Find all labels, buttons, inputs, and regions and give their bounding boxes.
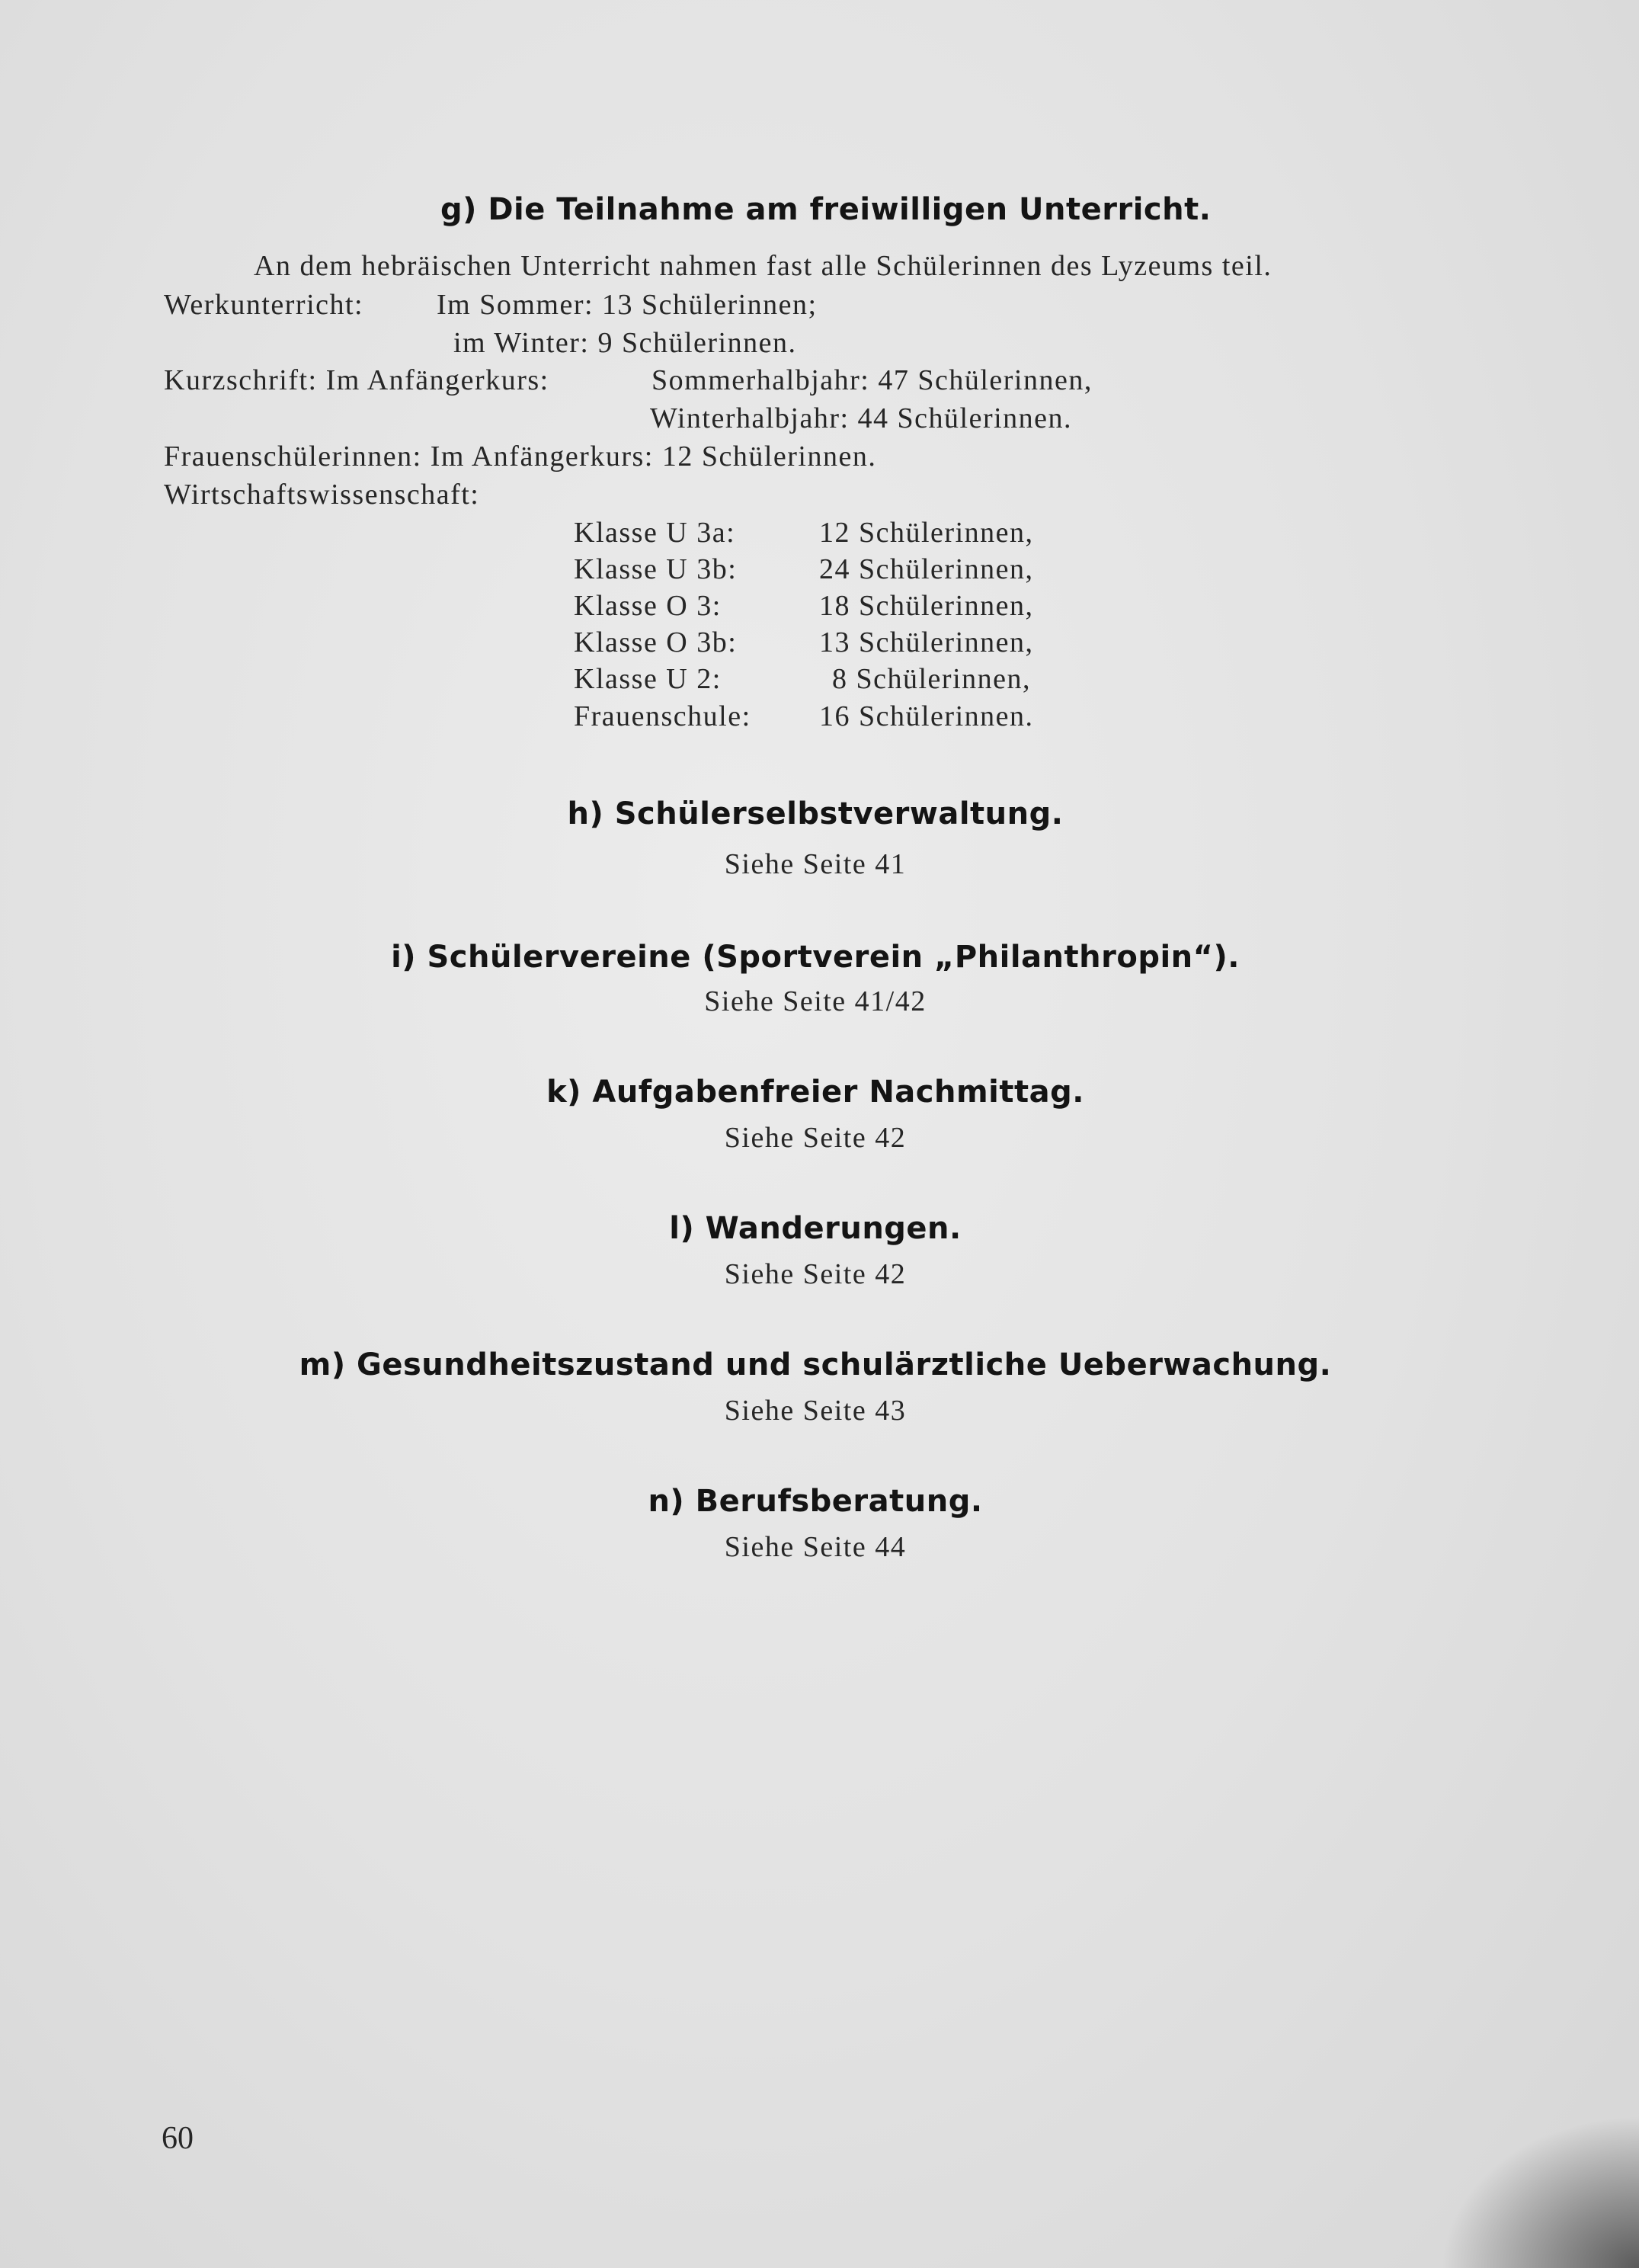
section-n-heading: n) Berufsberatung. [648,1484,983,1519]
wirtschaft-label: Wirtschaftswissenschaft: [164,479,480,511]
class-label: Klasse U 3a: [574,517,736,549]
section-k-heading: k) Aufgabenfreier Nachmittag. [546,1075,1084,1110]
class-label: Frauenschule: [574,700,751,732]
section-n-ref: Siehe Seite 44 [724,1531,907,1563]
class-label: Klasse O 3: [574,590,722,622]
werk-winter: im Winter: 9 Schülerinnen. [453,327,797,359]
section-l-heading: l) Wanderungen. [669,1211,962,1246]
section-h-ref: Siehe Seite 41 [724,848,907,880]
class-count: 18 Schülerinnen, [819,590,1034,622]
kurz-winter: Winterhalbjahr: 44 Schülerinnen. [650,402,1073,434]
section-i-heading: i) Schülervereine (Sportverein „Philanthropin“). [391,940,1240,975]
section-h-heading: h) Schülerselbstverwaltung. [567,796,1064,831]
class-count: 13 Schülerinnen, [819,626,1034,658]
werk-label: Werkunterricht: [164,289,364,321]
section-k-ref: Siehe Seite 42 [724,1122,907,1154]
class-count: 16 Schülerinnen. [819,700,1034,732]
class-count: 8 Schülerinnen, [832,663,1032,695]
kurz-summer: Sommerhalbjahr: 47 Schülerinnen, [651,364,1093,396]
page-corner-shadow [1441,2116,1639,2268]
kurz-label: Kurzschrift: Im Anfängerkurs: [164,364,549,396]
section-l-ref: Siehe Seite 42 [724,1258,907,1290]
class-label: Klasse O 3b: [574,626,738,658]
class-label: Klasse U 2: [574,663,722,695]
section-m-ref: Siehe Seite 43 [724,1395,907,1427]
hebrew-lessons-line: An dem hebräischen Unterricht nahmen fast alle Schülerinnen des Lyzeums teil. [254,250,1272,282]
class-count: 24 Schülerinnen, [819,553,1034,585]
section-m-heading: m) Gesundheitszustand und schulärztliche Ueberwachung. [299,1347,1332,1382]
section-g-heading: g) Die Teilnahme am freiwilligen Unterricht. [440,192,1212,227]
werk-summer: Im Sommer: 13 Schülerinnen; [437,289,818,321]
section-i-ref: Siehe Seite 41/42 [704,985,927,1017]
class-label: Klasse U 3b: [574,553,738,585]
class-count: 12 Schülerinnen, [819,517,1034,549]
page-number: 60 [162,2121,194,2156]
frauenschuelerinnen-line: Frauenschülerinnen: Im Anfängerkurs: 12 Schülerinnen. [164,440,877,472]
